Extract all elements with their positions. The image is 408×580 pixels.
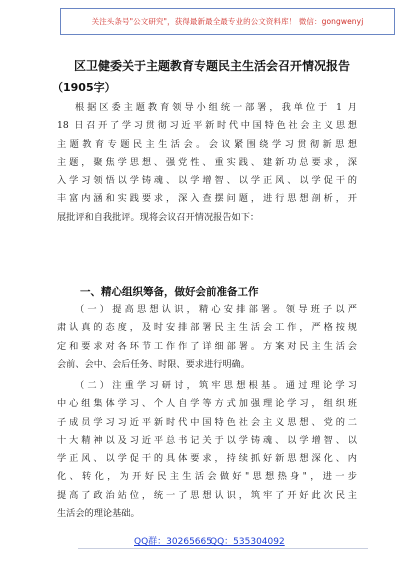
paragraph-line: （一）提高思想认识，精心安排部署。领导班子以严 [75,304,357,315]
paragraph-line: 入学习领悟以学铸魂、以学增智、以学正风、以学促干的 [57,175,357,187]
promo-banner: 关注头条号"公文研究"，获得最新最全最专业的公文资料库！ 微信：gongwenyj [60,8,395,35]
qq-contact-link[interactable]: QQ：535304092 [210,537,285,547]
paragraph-line: 展批评和自我批评。现将会议召开情况报告如下： [57,211,260,223]
document-title: 区卫健委关于主题教育专题民主生活会召开情况报告 [73,59,350,73]
page-footer [0,534,408,548]
paragraph-line: 会前、会中、会后任务、时限、要求进行明确。 [57,358,250,370]
paragraph-line: 18 日召开了学习贯彻习近平新时代中国特色社会主义思想 [57,120,357,132]
paragraph-line: 主题教育专题民主生活会。会议紧围绕学习贯彻新思想 [57,138,357,150]
paragraph-line: 提高了政治站位，统一了思想认识，筑牢了开好此次民主 [57,489,357,501]
paragraph-line: 学正风、以学促干的具体要求，持续抓好新思想深化、内 [57,453,357,465]
paragraph-line: 子成员学习习近平新时代中国特色社会主义思想、党的二 [57,416,357,428]
paragraph-line: 丰富内涵和实践要求，深入查摆问题，进行思想剖析，开 [57,193,357,205]
paragraph-line: 定和要求对各环节工作作了详细部署。方案对民主生活会 [57,340,357,352]
paragraph-line: 肃认真的态度，及时安排部署民主生活会工作，严格按规 [57,322,357,334]
word-count: （1905字） [52,81,116,94]
section-heading: 一、精心组织筹备，做好会前准备工作 [80,286,259,298]
paragraph-line: 十大精神以及习近平总书记关于以学铸魂、以学增智、以 [57,434,357,446]
paragraph-preparation [57,301,357,374]
intro-paragraph [57,99,357,227]
paragraph-line: 根据区委主题教育领导小组统一部署，我单位于 1 月 [75,102,357,113]
footer-divider [78,548,368,549]
paragraph-line: 生活会的理论基础。 [57,508,140,520]
qq-group-link[interactable]: QQ群：30265665 [134,537,212,547]
paragraph-line: 中心组集体学习、个人自学等方式加强理论学习，组织班 [57,398,357,410]
paragraph-line: 主题，聚焦学思想、强党性、重实践、建新功总要求，深 [57,156,357,168]
paragraph-line: （二）注重学习研讨，筑牢思想根基。通过理论学习 [75,380,357,391]
paragraph-line: 化、转化，为开好民主生活会做好"思想热身"，进一步 [57,471,357,483]
paragraph-study [57,377,357,523]
